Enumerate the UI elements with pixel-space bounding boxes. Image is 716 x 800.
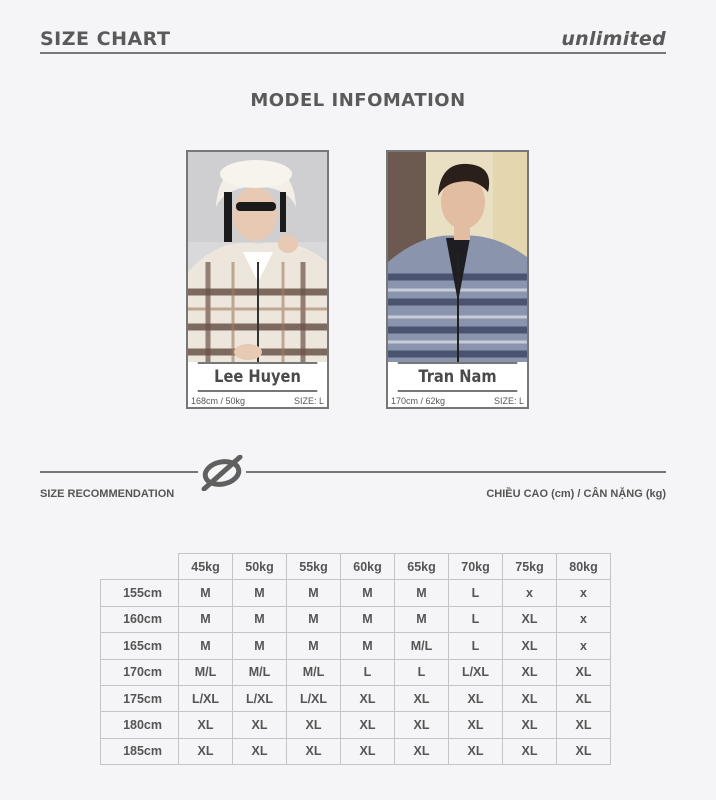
row-header-height: 155cm <box>101 580 179 606</box>
size-cell: XL <box>233 738 287 764</box>
model-photo <box>188 152 327 362</box>
size-cell: XL <box>503 606 557 632</box>
column-header: 65kg <box>395 554 449 580</box>
size-cell: M <box>287 633 341 659</box>
size-cell: XL <box>341 685 395 711</box>
model-size: SIZE: L <box>293 396 324 406</box>
size-cell: M/L <box>233 659 287 685</box>
size-cell: XL <box>557 712 611 738</box>
size-cell: M <box>341 633 395 659</box>
size-cell: L <box>449 606 503 632</box>
size-cell: XL <box>503 685 557 711</box>
size-cell: M <box>287 580 341 606</box>
size-cell: XL <box>503 659 557 685</box>
size-cell: M <box>395 606 449 632</box>
size-cell: XL <box>503 712 557 738</box>
table-header-row <box>101 554 611 580</box>
table-row <box>101 606 611 632</box>
model-height-weight: 168cm / 50kg <box>191 396 246 406</box>
table-row <box>101 659 611 685</box>
brand-emblem-icon <box>196 455 248 491</box>
section-divider-left <box>40 471 198 473</box>
size-cell: XL <box>341 738 395 764</box>
table-row <box>101 712 611 738</box>
size-cell: L/XL <box>287 685 341 711</box>
size-cell: XL <box>287 738 341 764</box>
size-cell: M/L <box>179 659 233 685</box>
size-cell: XL <box>449 712 503 738</box>
table-corner-cell <box>101 554 179 580</box>
model-meta <box>388 393 527 409</box>
column-header: 45kg <box>179 554 233 580</box>
size-cell: x <box>557 580 611 606</box>
size-recommendation-label: SIZE RECOMMENDATION <box>40 488 175 500</box>
column-header: 70kg <box>449 554 503 580</box>
size-cell: L/XL <box>233 685 287 711</box>
model-name: Lee Huyen <box>198 362 318 392</box>
size-cell: L/XL <box>449 659 503 685</box>
size-cell: M/L <box>395 633 449 659</box>
size-table <box>100 553 611 765</box>
row-header-height: 175cm <box>101 685 179 711</box>
size-cell: XL <box>503 633 557 659</box>
size-cell: M <box>179 606 233 632</box>
size-cell: M <box>341 606 395 632</box>
row-header-height: 160cm <box>101 606 179 632</box>
page-title: SIZE CHART <box>40 28 171 50</box>
model-size: SIZE: L <box>493 396 524 406</box>
size-cell: XL <box>395 685 449 711</box>
height-weight-label: CHIỀU CAO (cm) / CÂN NẶNG (kg) <box>486 488 666 500</box>
size-cell: XL <box>449 738 503 764</box>
header-divider <box>40 52 666 54</box>
size-cell: XL <box>287 712 341 738</box>
model-meta <box>188 393 327 409</box>
size-cell: L <box>395 659 449 685</box>
model-card-tran-nam <box>386 150 529 409</box>
model-photo <box>388 152 527 362</box>
size-cell: XL <box>449 685 503 711</box>
table-row <box>101 685 611 711</box>
size-cell: x <box>557 633 611 659</box>
size-cell: M <box>233 580 287 606</box>
size-cell: x <box>503 580 557 606</box>
row-header-height: 170cm <box>101 659 179 685</box>
column-header: 80kg <box>557 554 611 580</box>
size-cell: XL <box>557 659 611 685</box>
size-cell: XL <box>557 738 611 764</box>
size-cell: x <box>557 606 611 632</box>
size-cell: M <box>341 580 395 606</box>
size-cell: XL <box>557 685 611 711</box>
row-header-height: 180cm <box>101 712 179 738</box>
models-heading: MODEL INFOMATION <box>250 90 466 111</box>
size-cell: M <box>233 606 287 632</box>
size-cell: L <box>449 633 503 659</box>
column-header: 50kg <box>233 554 287 580</box>
size-cell: M <box>233 633 287 659</box>
size-cell: L <box>449 580 503 606</box>
table-row <box>101 738 611 764</box>
column-header: 75kg <box>503 554 557 580</box>
size-cell: XL <box>179 712 233 738</box>
size-cell: M <box>287 606 341 632</box>
row-header-height: 185cm <box>101 738 179 764</box>
section-divider-right <box>246 471 666 473</box>
brand-logo: unlimited <box>561 28 666 50</box>
size-cell: XL <box>395 738 449 764</box>
size-cell: M <box>179 580 233 606</box>
size-cell: M <box>395 580 449 606</box>
table-row <box>101 580 611 606</box>
size-cell: XL <box>341 712 395 738</box>
size-cell: XL <box>179 738 233 764</box>
row-header-height: 165cm <box>101 633 179 659</box>
column-header: 60kg <box>341 554 395 580</box>
size-cell: XL <box>395 712 449 738</box>
table-row <box>101 633 611 659</box>
model-name: Tran Nam <box>398 362 518 392</box>
model-height-weight: 170cm / 62kg <box>391 396 446 406</box>
size-cell: XL <box>503 738 557 764</box>
column-header: 55kg <box>287 554 341 580</box>
size-cell: M/L <box>287 659 341 685</box>
model-card-lee-huyen <box>186 150 329 409</box>
size-cell: L/XL <box>179 685 233 711</box>
size-cell: XL <box>233 712 287 738</box>
size-cell: L <box>341 659 395 685</box>
size-cell: M <box>179 633 233 659</box>
